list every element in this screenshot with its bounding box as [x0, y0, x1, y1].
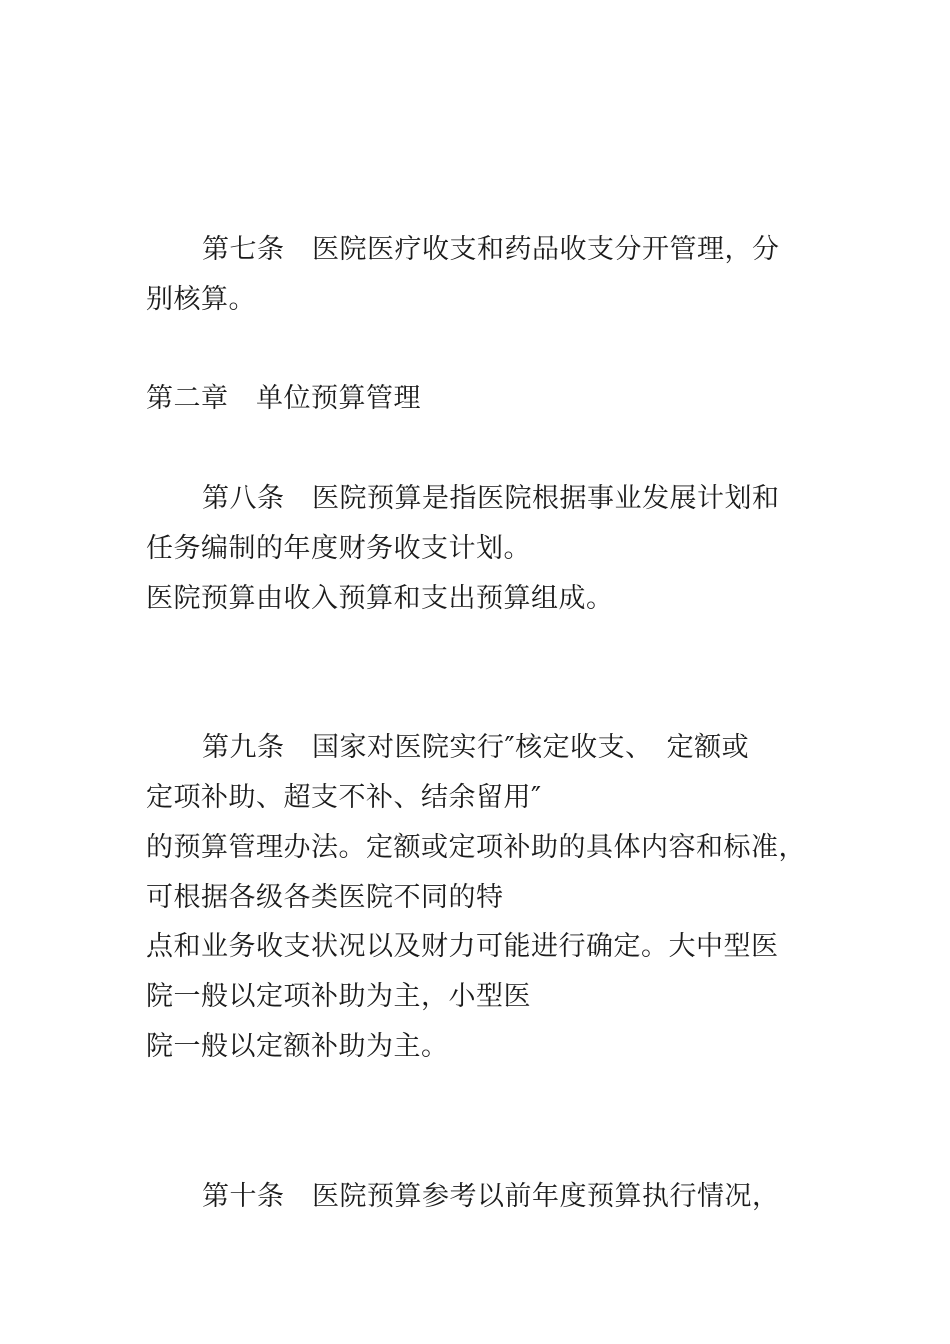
chapter-2-heading: 第二章 单位预算管理	[146, 383, 421, 414]
article-9-line-5: 点和业务收支状况以及财力可能进行确定。大中型医	[146, 931, 779, 962]
article-10-line-1: 第十条 医院预算参考以前年度预算执行情况，	[202, 1181, 780, 1212]
article-8-line-3: 医院预算由收入预算和支出预算组成。	[146, 583, 614, 614]
article-9-line-6: 院一般以定项补助为主，小型医	[146, 981, 531, 1012]
article-7-line-2: 别核算。	[146, 284, 256, 315]
article-9-line-3: 的预算管理办法。定额或定项补助的具体内容和标准，	[146, 832, 806, 863]
article-9-line-2: 定项补助、超支不补、结余留用″	[146, 782, 542, 813]
article-9-line-7: 院一般以定额补助为主。	[146, 1031, 449, 1062]
article-9-line-4: 可根据各级各类医院不同的特	[146, 882, 504, 913]
article-8-line-2: 任务编制的年度财务收支计划。	[146, 533, 531, 564]
article-7-line-1: 第七条 医院医疗收支和药品收支分开管理，分	[202, 234, 780, 265]
article-8-line-1: 第八条 医院预算是指医院根据事业发展计划和	[202, 483, 780, 514]
article-9-line-1: 第九条 国家对医院实行″核定收支、 定额或	[202, 732, 750, 763]
